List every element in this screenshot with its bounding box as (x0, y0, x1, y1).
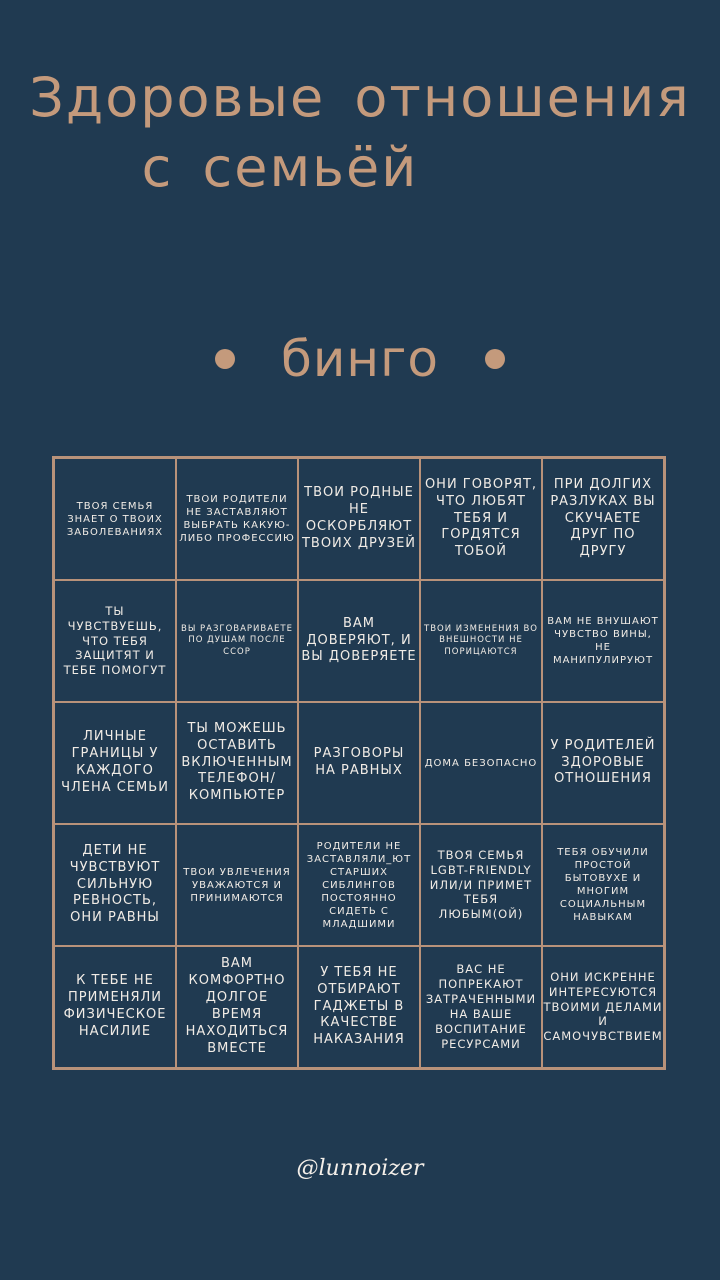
bingo-cell[interactable]: ТЫ ЧУВСТВУЕШЬ, ЧТО ТЕБЯ ЗАЩИТЯТ И ТЕБЕ ПОМОГУТ (54, 580, 176, 702)
bingo-cell[interactable]: У ТЕБЯ НЕ ОТБИРАЮТ ГАДЖЕТЫ В КАЧЕСТВЕ НАКАЗАНИЯ (298, 946, 420, 1068)
bingo-cell[interactable]: ВАМ НЕ ВНУШАЮТ ЧУВСТВО ВИНЫ, НЕ МАНИПУЛИРУЮТ (542, 580, 664, 702)
bingo-cell[interactable]: ДОМА БЕЗОПАСНО (420, 702, 542, 824)
author-handle: @lunnoizer (296, 1156, 424, 1181)
bingo-cell[interactable]: ТЫ МОЖЕШЬ ОСТАВИТЬ ВКЛЮЧЕННЫМ ТЕЛЕФОН/ КОМПЬЮТЕР (176, 702, 298, 824)
subtitle-row (0, 330, 720, 388)
bingo-cell[interactable]: ОНИ ГОВОРЯТ, ЧТО ЛЮБЯТ ТЕБЯ И ГОРДЯТСЯ ТОБОЙ (420, 458, 542, 580)
bullet-dot-left (215, 349, 235, 369)
bingo-cell[interactable]: ТЕБЯ ОБУЧИЛИ ПРОСТОЙ БЫТОВУХЕ И МНОГИМ СОЦИАЛЬНЫМ НАВЫКАМ (542, 824, 664, 946)
bingo-cell[interactable]: ВАМ КОМФОРТНО ДОЛГОЕ ВРЕМЯ НАХОДИТЬСЯ ВМЕСТЕ (176, 946, 298, 1068)
bingo-cell[interactable]: РАЗГОВОРЫ НА РАВНЫХ (298, 702, 420, 824)
bingo-cell[interactable]: ТВОИ РОДИТЕЛИ НЕ ЗАСТАВЛЯЮТ ВЫБРАТЬ КАКУЮ-ЛИБО ПРОФЕССИЮ (176, 458, 298, 580)
bingo-cell[interactable]: ТВОЯ СЕМЬЯ ЗНАЕТ О ТВОИХ ЗАБОЛЕВАНИЯХ (54, 458, 176, 580)
page-title-line2: с семьёй (141, 136, 419, 199)
bingo-cell[interactable]: ОНИ ИСКРЕННЕ ИНТЕРЕСУЮТСЯ ТВОИМИ ДЕЛАМИ И САМОЧУВСТВИЕМ (542, 946, 664, 1068)
bingo-cell[interactable]: ТВОИ РОДНЫЕ НЕ ОСКОРБЛЯЮТ ТВОИХ ДРУЗЕЙ (298, 458, 420, 580)
subtitle: бинго (281, 330, 439, 388)
bingo-cell[interactable]: РОДИТЕЛИ НЕ ЗАСТАВЛЯЛИ_ЮТ СТАРШИХ СИБЛИНГОВ ПОСТОЯННО СИДЕТЬ С МЛАДШИМИ (298, 824, 420, 946)
bingo-cell[interactable]: К ТЕБЕ НЕ ПРИМЕНЯЛИ ФИЗИЧЕСКОЕ НАСИЛИЕ (54, 946, 176, 1068)
bingo-cell[interactable]: ПРИ ДОЛГИХ РАЗЛУКАХ ВЫ СКУЧАЕТЕ ДРУГ ПО ДРУГУ (542, 458, 664, 580)
bingo-grid (52, 456, 666, 1070)
bingo-cell[interactable]: ТВОИ УВЛЕЧЕНИЯ УВАЖАЮТСЯ И ПРИНИМАЮТСЯ (176, 824, 298, 946)
bingo-cell[interactable]: ВАМ ДОВЕРЯЮТ, И ВЫ ДОВЕРЯЕТЕ (298, 580, 420, 702)
bingo-cell[interactable]: У РОДИТЕЛЕЙ ЗДОРОВЫЕ ОТНОШЕНИЯ (542, 702, 664, 824)
bingo-cell[interactable]: ЛИЧНЫЕ ГРАНИЦЫ У КАЖДОГО ЧЛЕНА СЕМЬИ (54, 702, 176, 824)
bingo-cell[interactable]: ТВОЯ СЕМЬЯ LGBT-FRIENDLY ИЛИ/И ПРИМЕТ ТЕБЯ ЛЮБЫМ(ОЙ) (420, 824, 542, 946)
bingo-cell[interactable]: ВЫ РАЗГОВАРИВАЕТЕ ПО ДУШАМ ПОСЛЕ ССОР (176, 580, 298, 702)
bullet-dot-right (485, 349, 505, 369)
page-title-line1: Здоровые отношения (29, 66, 691, 129)
bingo-cell[interactable]: ВАС НЕ ПОПРЕКАЮТ ЗАТРАЧЕННЫМИ НА ВАШЕ ВОСПИТАНИЕ РЕСУРСАМИ (420, 946, 542, 1068)
bingo-cell[interactable]: ДЕТИ НЕ ЧУВСТВУЮТ СИЛЬНУЮ РЕВНОСТЬ, ОНИ РАВНЫ (54, 824, 176, 946)
bingo-cell[interactable]: ТВОИ ИЗМЕНЕНИЯ ВО ВНЕШНОСТИ НЕ ПОРИЦАЮТСЯ (420, 580, 542, 702)
